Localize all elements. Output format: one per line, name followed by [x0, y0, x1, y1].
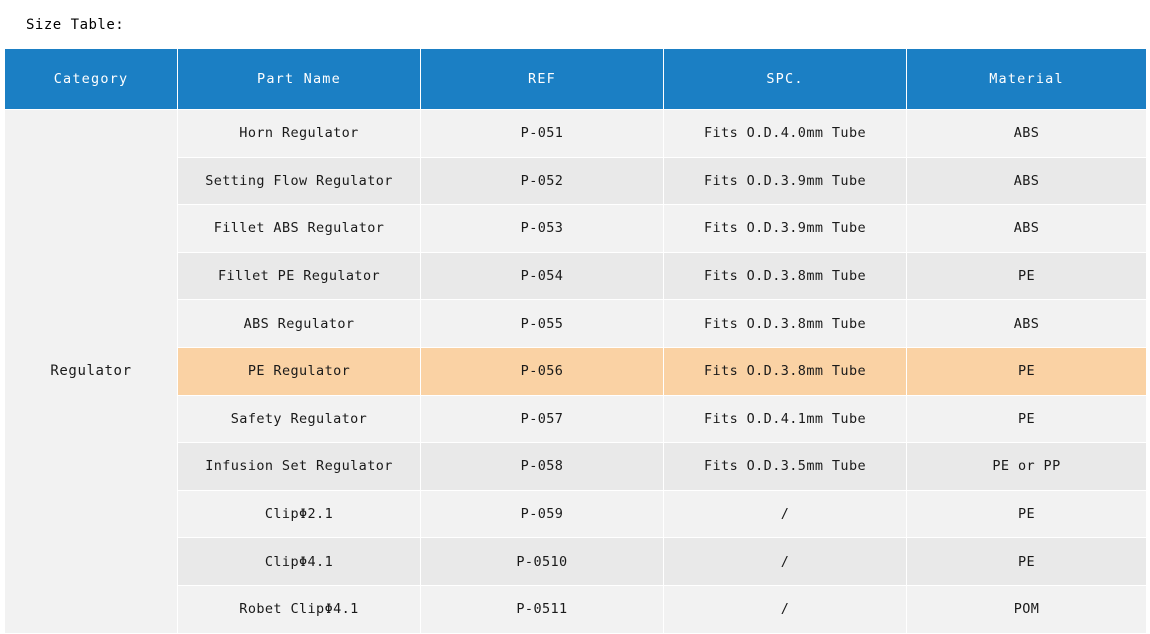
cell-ref: P-053 — [421, 205, 664, 253]
cell-spc: Fits O.D.3.9mm Tube — [664, 205, 907, 253]
column-header-ref: REF — [421, 49, 664, 110]
column-header-spc: SPC. — [664, 49, 907, 110]
column-header-material: Material — [907, 49, 1147, 110]
cell-spc: Fits O.D.3.8mm Tube — [664, 252, 907, 300]
cell-ref: P-0511 — [421, 585, 664, 633]
cell-ref: P-055 — [421, 300, 664, 348]
cell-spc: / — [664, 538, 907, 586]
cell-ref: P-0510 — [421, 538, 664, 586]
table-body — [5, 110, 1147, 634]
cell-ref: P-056 — [421, 347, 664, 395]
cell-material: PE — [907, 252, 1147, 300]
cell-ref: P-052 — [421, 157, 664, 205]
cell-spc: Fits O.D.4.1mm Tube — [664, 395, 907, 443]
cell-material: ABS — [907, 110, 1147, 158]
column-header-part-name: Part Name — [178, 49, 421, 110]
cell-spc: Fits O.D.3.9mm Tube — [664, 157, 907, 205]
cell-spc: Fits O.D.4.0mm Tube — [664, 110, 907, 158]
cell-ref: P-058 — [421, 443, 664, 491]
cell-material: PE — [907, 395, 1147, 443]
cell-spc: Fits O.D.3.8mm Tube — [664, 347, 907, 395]
cell-part-name: Fillet ABS Regulator — [178, 205, 421, 253]
page-title: Size Table: — [26, 17, 125, 33]
cell-material: POM — [907, 585, 1147, 633]
cell-material: ABS — [907, 157, 1147, 205]
cell-category: Regulator — [5, 110, 178, 634]
table-header — [5, 49, 1147, 110]
cell-ref: P-051 — [421, 110, 664, 158]
cell-ref: P-059 — [421, 490, 664, 538]
cell-material: ABS — [907, 205, 1147, 253]
cell-part-name: PE Regulator — [178, 347, 421, 395]
cell-material: PE or PP — [907, 443, 1147, 491]
table-row — [5, 110, 1147, 158]
cell-part-name: Robet ClipΦ4.1 — [178, 585, 421, 633]
size-table — [4, 48, 1147, 634]
table-header-row — [5, 49, 1147, 110]
cell-part-name: ClipΦ2.1 — [178, 490, 421, 538]
cell-material: PE — [907, 347, 1147, 395]
cell-ref: P-057 — [421, 395, 664, 443]
cell-material: PE — [907, 490, 1147, 538]
cell-ref: P-054 — [421, 252, 664, 300]
cell-part-name: Fillet PE Regulator — [178, 252, 421, 300]
cell-spc: Fits O.D.3.5mm Tube — [664, 443, 907, 491]
cell-part-name: ClipΦ4.1 — [178, 538, 421, 586]
cell-material: PE — [907, 538, 1147, 586]
cell-material: ABS — [907, 300, 1147, 348]
cell-spc: Fits O.D.3.8mm Tube — [664, 300, 907, 348]
cell-spc: / — [664, 490, 907, 538]
cell-part-name: Setting Flow Regulator — [178, 157, 421, 205]
cell-part-name: Horn Regulator — [178, 110, 421, 158]
cell-part-name: Infusion Set Regulator — [178, 443, 421, 491]
cell-part-name: ABS Regulator — [178, 300, 421, 348]
column-header-category: Category — [5, 49, 178, 110]
cell-part-name: Safety Regulator — [178, 395, 421, 443]
cell-spc: / — [664, 585, 907, 633]
